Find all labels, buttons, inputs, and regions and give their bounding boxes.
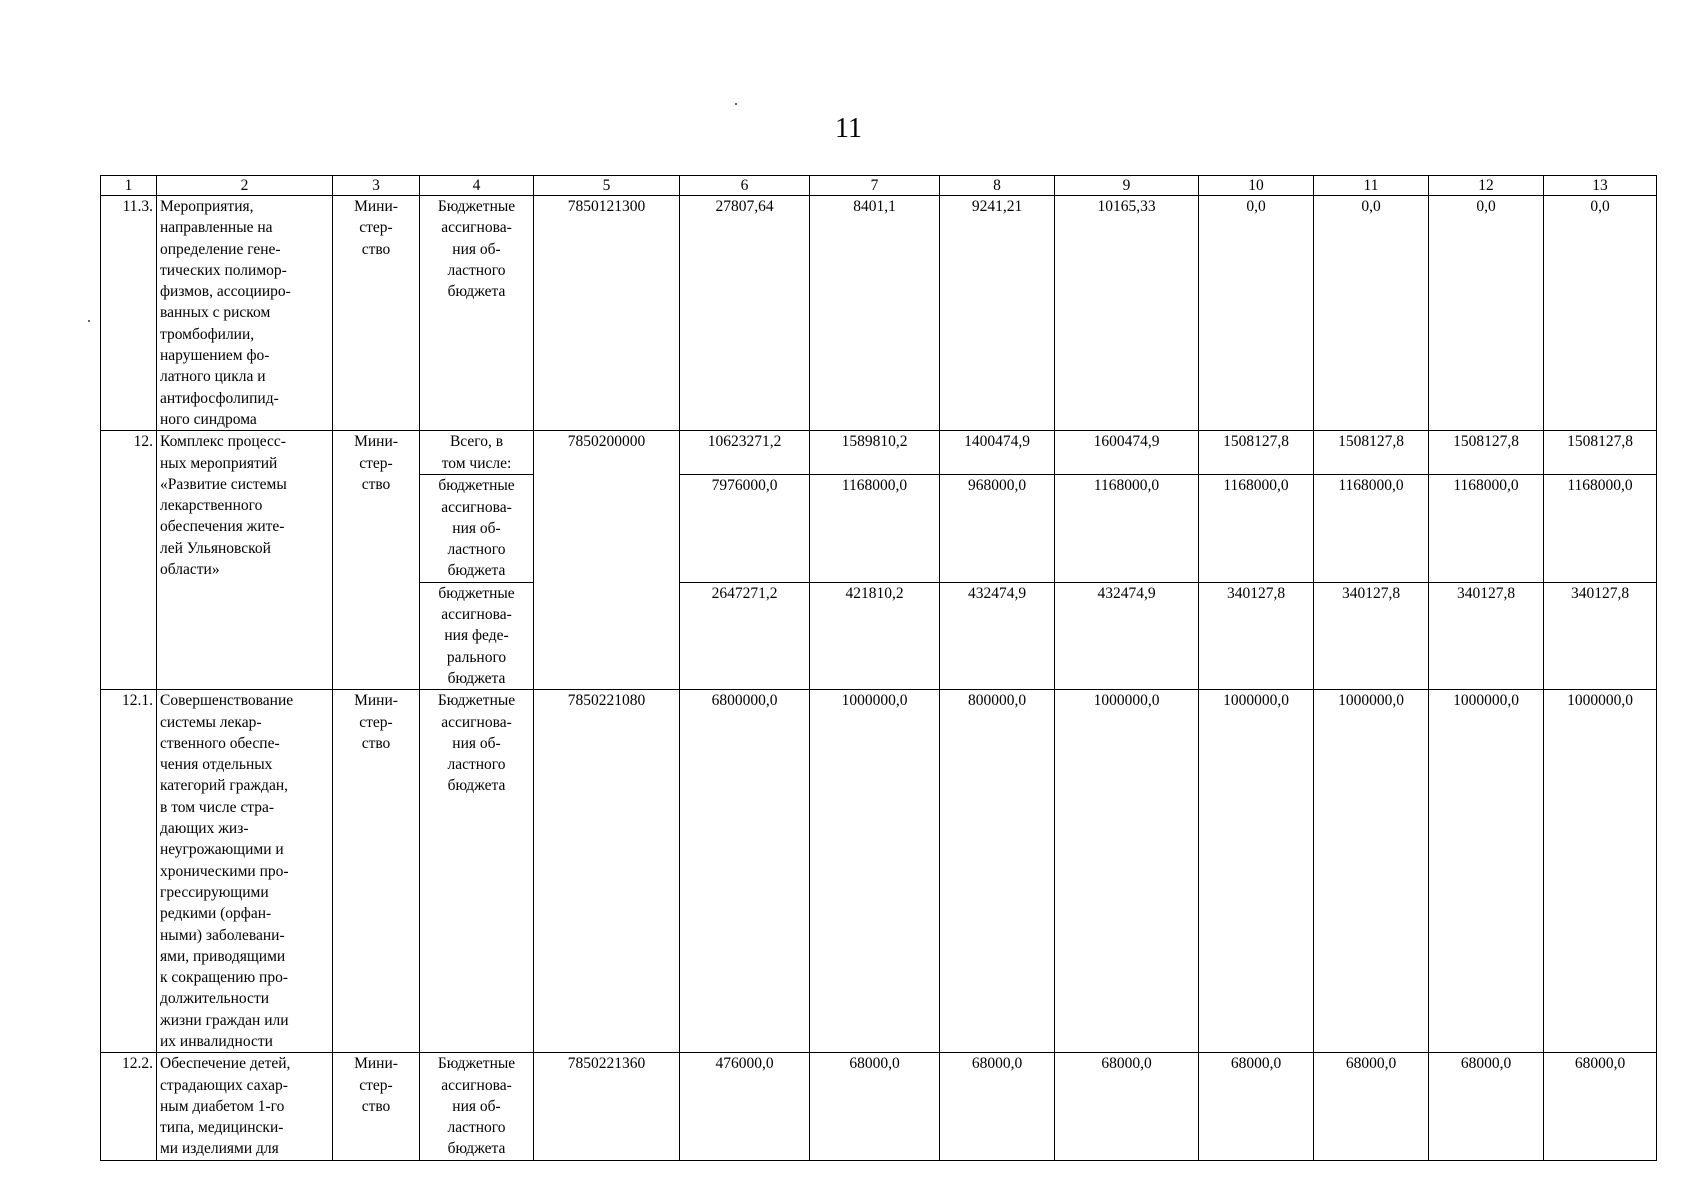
column-number-header: 11 [1314, 176, 1429, 196]
column-number-header: 8 [940, 176, 1055, 196]
amount-cell: 432474,9 [940, 582, 1055, 689]
amount-cell: 1168000,0 [810, 475, 940, 582]
budget-code: 7850221360 [534, 1053, 680, 1160]
funding-source: бюджетные ассигнова- ния об- ластного бюджета [438, 477, 515, 580]
amount-cell: 1168000,0 [1429, 475, 1544, 582]
amount-cell: 1600474,9 [1055, 431, 1199, 475]
column-number-header-row [101, 176, 1657, 196]
column-number-header: 3 [333, 176, 420, 196]
amount-cell: 421810,2 [810, 582, 940, 689]
funding-source: Бюджетные ассигнова- ния об- ластного бюджета [437, 198, 516, 301]
funding-source-cell [420, 196, 534, 431]
budget-code: 7850121300 [534, 196, 680, 431]
amount-cell: 968000,0 [940, 475, 1055, 582]
activity-name: Комплекс процесс- ных мероприятий «Развитие системы лекарственного обеспечения жите- лей Ульяновской области» [160, 433, 287, 579]
row-index: 12.2. [101, 1053, 157, 1160]
amount-cell: 476000,0 [680, 1053, 810, 1160]
amount-cell: 68000,0 [1055, 1053, 1199, 1160]
amount-cell: 68000,0 [1314, 1053, 1429, 1160]
column-number-header: 6 [680, 176, 810, 196]
responsible-executor: Мини- стер- ство [354, 1055, 398, 1115]
budget-code: 7850200000 [534, 431, 680, 690]
amount-cell: 0,0 [1314, 196, 1429, 431]
activity-name-cell [157, 690, 333, 1053]
responsible-executor: Мини- стер- ство [354, 692, 398, 752]
activity-name: Мероприятия, направленные на определение гене- тических полимор- физмов, ассоцииро- ванных с риском тромбофилии, нарушением фо- латного цикла и антифосфолипид- ного синдрома [160, 198, 291, 428]
responsible-cell [333, 690, 420, 1053]
funding-source-cell [420, 431, 534, 475]
funding-source-cell [420, 475, 534, 582]
amount-cell: 68000,0 [1429, 1053, 1544, 1160]
amount-cell: 68000,0 [1199, 1053, 1314, 1160]
funding-source-cell [420, 582, 534, 689]
activity-name-cell [157, 1053, 333, 1160]
amount-cell: 8401,1 [810, 196, 940, 431]
scan-speck [735, 103, 737, 105]
amount-cell: 1508127,8 [1199, 431, 1314, 475]
table-row [101, 431, 1657, 475]
funding-source-cell [420, 690, 534, 1053]
responsible-cell [333, 196, 420, 431]
funding-source: Бюджетные ассигнова- ния об- ластного бюджета [437, 692, 516, 795]
column-number-header: 13 [1544, 176, 1657, 196]
amount-cell: 1000000,0 [1199, 690, 1314, 1053]
amount-cell: 1000000,0 [1314, 690, 1429, 1053]
amount-cell: 1000000,0 [1055, 690, 1199, 1053]
responsible-executor: Мини- стер- ство [354, 433, 398, 493]
budget-table [100, 175, 1657, 1161]
column-number-header: 4 [420, 176, 534, 196]
funding-source: Всего, в том числе: [441, 433, 512, 472]
amount-cell: 1000000,0 [810, 690, 940, 1053]
amount-cell: 2647271,2 [680, 582, 810, 689]
activity-name-cell [157, 431, 333, 690]
amount-cell: 1000000,0 [1429, 690, 1544, 1053]
amount-cell: 1589810,2 [810, 431, 940, 475]
row-index: 11.3. [101, 196, 157, 431]
table-row [101, 1053, 1657, 1160]
scan-speck [88, 320, 90, 322]
amount-cell: 1508127,8 [1429, 431, 1544, 475]
column-number-header: 12 [1429, 176, 1544, 196]
amount-cell: 68000,0 [1544, 1053, 1657, 1160]
amount-cell: 340127,8 [1199, 582, 1314, 689]
amount-cell: 1508127,8 [1314, 431, 1429, 475]
amount-cell: 1168000,0 [1199, 475, 1314, 582]
amount-cell: 0,0 [1429, 196, 1544, 431]
amount-cell: 27807,64 [680, 196, 810, 431]
amount-cell: 1508127,8 [1544, 431, 1657, 475]
funding-source-cell [420, 1053, 534, 1160]
budget-code: 7850221080 [534, 690, 680, 1053]
amount-cell: 68000,0 [810, 1053, 940, 1160]
row-index: 12.1. [101, 690, 157, 1053]
amount-cell: 432474,9 [1055, 582, 1199, 689]
amount-cell: 1168000,0 [1055, 475, 1199, 582]
table-row [101, 690, 1657, 1053]
amount-cell: 340127,8 [1314, 582, 1429, 689]
amount-cell: 1168000,0 [1544, 475, 1657, 582]
activity-name-cell [157, 196, 333, 431]
row-index: 12. [101, 431, 157, 690]
column-number-header: 2 [157, 176, 333, 196]
amount-cell: 10623271,2 [680, 431, 810, 475]
amount-cell: 0,0 [1544, 196, 1657, 431]
table-row [101, 196, 1657, 431]
page-number: 11 [835, 113, 862, 144]
amount-cell: 340127,8 [1544, 582, 1657, 689]
amount-cell: 9241,21 [940, 196, 1055, 431]
column-number-header: 7 [810, 176, 940, 196]
funding-source: Бюджетные ассигнова- ния об- ластного бюджета [437, 1055, 516, 1158]
amount-cell: 1168000,0 [1314, 475, 1429, 582]
amount-cell: 68000,0 [940, 1053, 1055, 1160]
column-number-header: 10 [1199, 176, 1314, 196]
amount-cell: 800000,0 [940, 690, 1055, 1053]
funding-source: бюджетные ассигнова- ния феде- рального бюджета [438, 584, 515, 687]
column-number-header: 5 [534, 176, 680, 196]
responsible-executor: Мини- стер- ство [354, 198, 398, 258]
responsible-cell [333, 1053, 420, 1160]
activity-name: Обеспечение детей, страдающих сахар- ным диабетом 1-го типа, медицински- ми изделиями для [160, 1055, 291, 1158]
amount-cell: 7976000,0 [680, 475, 810, 582]
responsible-cell [333, 431, 420, 690]
amount-cell: 340127,8 [1429, 582, 1544, 689]
amount-cell: 1000000,0 [1544, 690, 1657, 1053]
amount-cell: 10165,33 [1055, 196, 1199, 431]
column-number-header: 9 [1055, 176, 1199, 196]
activity-name: Совершенствование системы лекар- ственного обеспе- чения отдельных категорий граждан, в том числе стра- дающих жиз- неугрожающими и хроническими про- грессирующими редкими (орфан- ными) заболевани- ями, приводящими к сокращению про- должительности жизни граждан или их инвалидности [160, 692, 294, 1050]
amount-cell: 1400474,9 [940, 431, 1055, 475]
amount-cell: 6800000,0 [680, 690, 810, 1053]
amount-cell: 0,0 [1199, 196, 1314, 431]
column-number-header: 1 [101, 176, 157, 196]
